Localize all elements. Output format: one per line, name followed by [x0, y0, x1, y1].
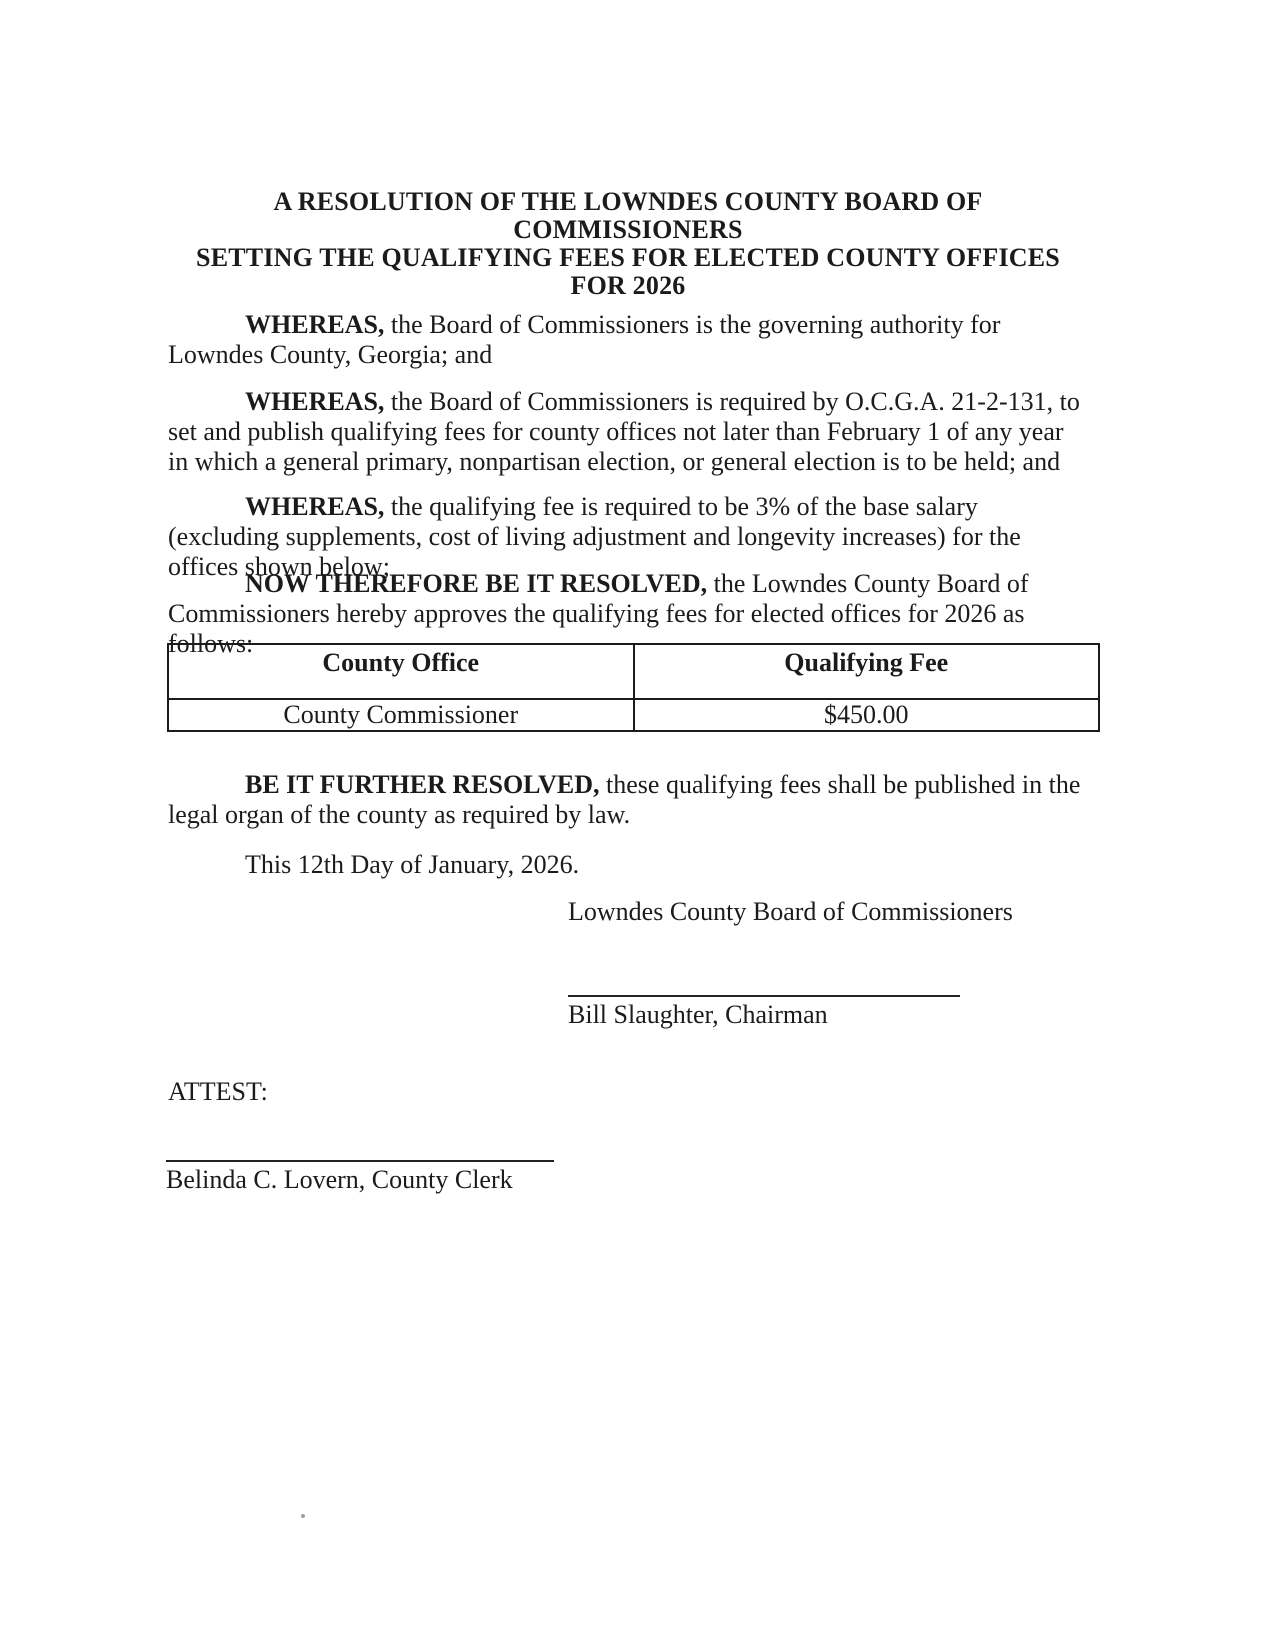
fee-table-header-row	[168, 644, 1099, 699]
paragraph-text: the Board of Commissioners is required by O.C.G.A. 21-2-131, to set and publish qualifying fees for county offices not later than February 1 of any year in which a general primary, nonpartisan election, or general election is to be held; and	[168, 387, 1080, 476]
paragraph-whereas-2	[168, 387, 1088, 477]
paragraph-lead: BE IT FURTHER RESOLVED,	[245, 770, 600, 799]
paragraph-text: the Board of Commissioners is the governing authority for Lowndes County, Georgia; and	[168, 310, 1001, 369]
signature-name-clerk: Belinda C. Lovern, County Clerk	[166, 1165, 513, 1194]
signature-organization: Lowndes County Board of Commissioners	[568, 897, 1013, 926]
paragraph-lead: WHEREAS,	[245, 387, 385, 416]
paragraph-text: This 12th Day of January, 2026.	[245, 850, 580, 879]
signature-name-chairman: Bill Slaughter, Chairman	[568, 1000, 828, 1029]
paragraph-lead: WHEREAS,	[245, 492, 385, 521]
paragraph-further-resolved	[168, 770, 1088, 830]
fee-table-header-county-office: County Office	[168, 644, 634, 699]
signature-line-chairman	[568, 995, 960, 997]
fee-table-cell-fee: $450.00	[634, 699, 1100, 731]
paragraph-lead: NOW THEREFORE BE IT RESOLVED,	[245, 569, 708, 598]
title-line-2: SETTING THE QUALIFYING FEES FOR ELECTED COUNTY OFFICES FOR 2026	[196, 243, 1060, 300]
fee-table-header-qualifying-fee: Qualifying Fee	[634, 644, 1100, 699]
title-line-1: A RESOLUTION OF THE LOWNDES COUNTY BOARD OF COMMISSIONERS	[273, 187, 983, 244]
paragraph-text: the qualifying fee is required to be 3% of the base salary (excluding supplements, cost of living adjustment and longevity increases) for the offices shown below;	[168, 492, 1021, 581]
scan-artifact-speck	[301, 1514, 305, 1518]
qualifying-fee-table	[167, 643, 1100, 732]
paragraph-whereas-1	[168, 310, 1088, 370]
table-row	[168, 699, 1099, 731]
signature-line-clerk	[166, 1160, 554, 1162]
paragraph-lead: WHEREAS,	[245, 310, 385, 339]
document-title	[168, 188, 1088, 300]
paragraph-text: these qualifying fees shall be published in the legal organ of the county as required by law.	[168, 770, 1081, 829]
paragraph-date	[168, 850, 1088, 880]
fee-table-cell-office: County Commissioner	[168, 699, 634, 731]
attest-label: ATTEST:	[168, 1077, 268, 1106]
paragraph-text: the Lowndes County Board of Commissioners hereby approves the qualifying fees for elected offices for 2026 as follows:	[168, 569, 1029, 658]
